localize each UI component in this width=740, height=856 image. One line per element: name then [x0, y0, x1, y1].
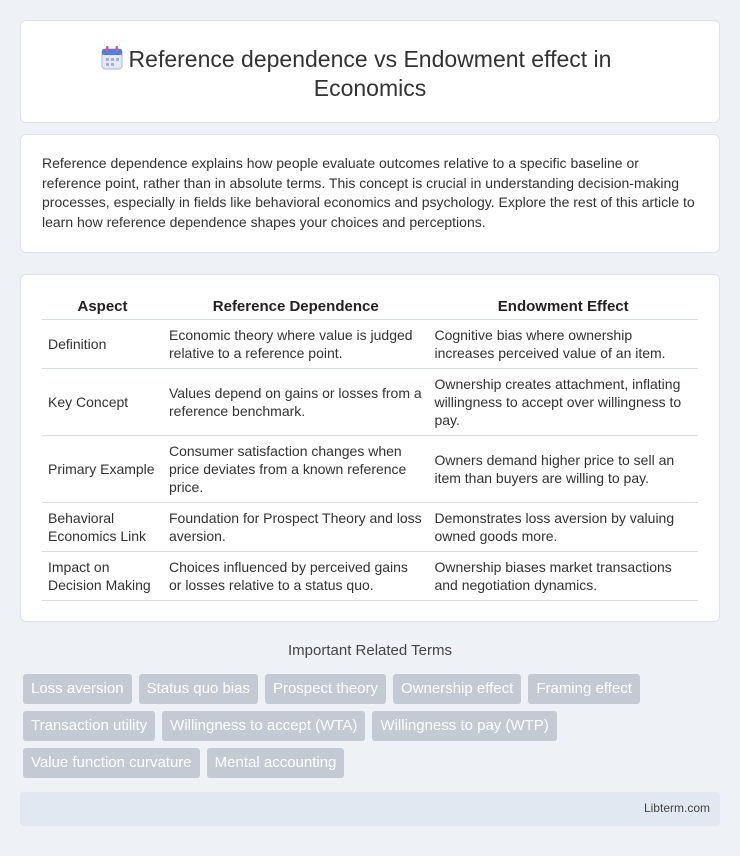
tag-value-function-curvature[interactable]: Value function curvature: [23, 748, 200, 778]
tag-mental-accounting[interactable]: Mental accounting: [207, 748, 345, 778]
row-reference-dependence: Choices influenced by perceived gains or losses relative to a status quo.: [163, 552, 428, 601]
table-row: [42, 320, 698, 369]
comparison-card: [20, 274, 720, 622]
row-aspect: Primary Example: [42, 436, 163, 503]
tag-status-quo-bias[interactable]: Status quo bias: [139, 674, 258, 704]
related-terms-list: [23, 674, 703, 778]
page-title: Reference dependence vs Endowment effect in Economics: [128, 46, 612, 101]
row-reference-dependence: Consumer satisfaction changes when price deviates from a known reference price.: [163, 436, 428, 503]
title-card: [20, 20, 720, 123]
footer-site-link[interactable]: Libterm.com: [643, 801, 710, 815]
row-endowment-effect: Demonstrates loss aversion by valuing owned goods more.: [428, 503, 698, 552]
intro-card: [20, 134, 720, 253]
related-terms-heading: Important Related Terms: [288, 642, 452, 659]
row-reference-dependence: Values depend on gains or losses from a reference benchmark.: [163, 369, 428, 436]
tag-loss-aversion[interactable]: Loss aversion: [23, 674, 132, 704]
row-reference-dependence: Economic theory where value is judged relative to a reference point.: [163, 320, 428, 369]
row-reference-dependence: Foundation for Prospect Theory and loss aversion.: [163, 503, 428, 552]
row-aspect: Definition: [42, 320, 163, 369]
comparison-table: [42, 296, 698, 601]
table-header-row: [42, 296, 698, 320]
tag-transaction-utility[interactable]: Transaction utility: [23, 711, 155, 741]
footer: [20, 792, 720, 826]
row-aspect: Impact on Decision Making: [42, 552, 163, 601]
intro-paragraph: Reference dependence explains how people evaluate outcomes relative to a specific baseline or reference point, rather than in absolute terms. This concept is crucial in understanding decision-making processes, especially in fields like behavioral economics and psychology. Explore the rest of this article to learn how reference dependence shapes your choices and perceptions.: [42, 155, 695, 230]
row-endowment-effect: Owners demand higher price to sell an item than buyers are willing to pay.: [428, 436, 698, 503]
table-row: [42, 436, 698, 503]
header-aspect: Aspect: [42, 296, 163, 320]
tag-willingness-to-pay[interactable]: Willingness to pay (WTP): [372, 711, 556, 741]
header-reference-dependence: Reference Dependence: [163, 296, 428, 320]
table-row: [42, 552, 698, 601]
row-endowment-effect: Ownership creates attachment, inflating willingness to accept over willingness to pay.: [428, 369, 698, 436]
row-endowment-effect: Cognitive bias where ownership increases perceived value of an item.: [428, 320, 698, 369]
table-row: [42, 503, 698, 552]
tag-willingness-to-accept[interactable]: Willingness to accept (WTA): [162, 711, 365, 741]
header-endowment-effect: Endowment Effect: [428, 296, 698, 320]
table-row: [42, 369, 698, 436]
tag-prospect-theory[interactable]: Prospect theory: [265, 674, 386, 704]
row-aspect: Behavioral Economics Link: [42, 503, 163, 552]
tag-framing-effect[interactable]: Framing effect: [528, 674, 640, 704]
row-aspect: Key Concept: [42, 369, 163, 436]
tag-ownership-effect[interactable]: Ownership effect: [393, 674, 521, 704]
row-endowment-effect: Ownership biases market transactions and negotiation dynamics.: [428, 552, 698, 601]
